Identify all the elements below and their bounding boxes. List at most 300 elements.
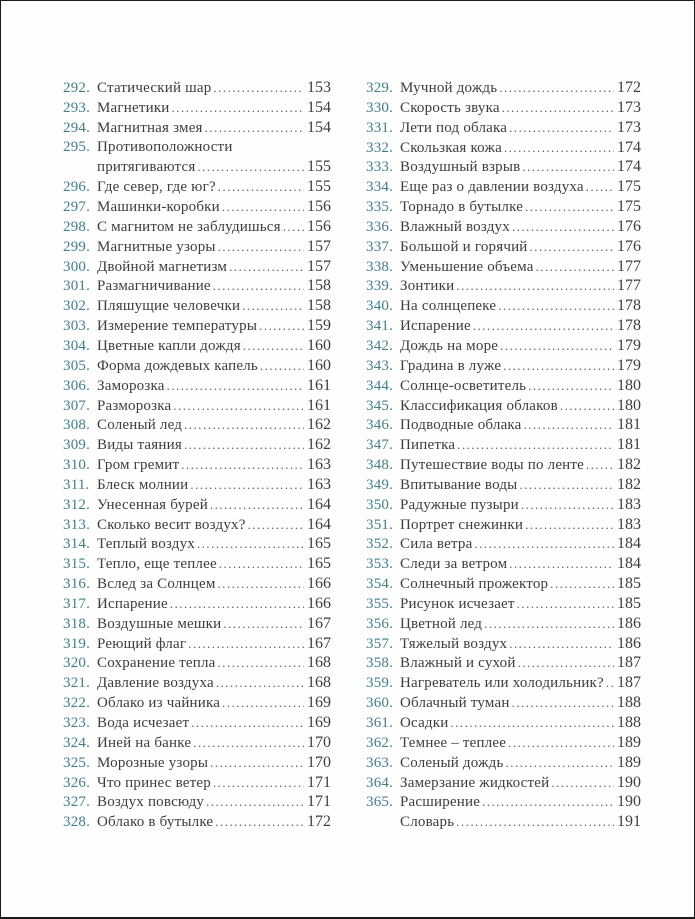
entry-number: 333.	[366, 159, 394, 176]
entry-number: 336.	[366, 218, 394, 235]
entry-page: 154	[307, 118, 331, 136]
entry-number: 322.	[63, 695, 91, 712]
entry-number: 303.	[63, 318, 91, 335]
entry-number: 304.	[63, 337, 91, 354]
entry-number: 302.	[63, 298, 91, 315]
toc-entry	[366, 376, 641, 396]
entry-page: 191	[617, 813, 641, 831]
entry-number: 351.	[366, 516, 394, 533]
entry-title: Разморозка	[97, 397, 172, 414]
entry-page: 180	[617, 376, 641, 394]
entry-page: 182	[617, 456, 641, 474]
dot-leader	[206, 793, 304, 813]
table-of-contents	[1, 1, 694, 832]
toc-entry	[63, 237, 331, 257]
toc-entry	[366, 733, 641, 753]
entry-title: Заморозка	[97, 377, 165, 394]
entry-number: 353.	[366, 556, 394, 573]
entry-number: 346.	[366, 417, 394, 434]
entry-number: 365.	[366, 794, 394, 811]
entry-title: Пипетка	[400, 437, 456, 454]
entry-page: 190	[617, 773, 641, 791]
entry-page: 165	[307, 535, 331, 553]
dot-leader	[184, 436, 304, 456]
toc-entry	[63, 495, 331, 515]
dot-leader	[586, 456, 614, 476]
dot-leader	[484, 615, 614, 635]
dot-leader	[525, 516, 614, 536]
entry-title: Теплый воздух	[97, 536, 195, 553]
entry-title: Морозные узоры	[97, 754, 209, 771]
toc-entry	[63, 792, 331, 812]
dot-leader	[530, 238, 614, 258]
entry-title: С магнитом не заблудишься	[97, 218, 281, 235]
entry-page: 165	[307, 555, 331, 573]
entry-title: Торнадо в бутылке	[400, 199, 524, 216]
entry-title: Солнце-осветитель	[400, 377, 527, 394]
dot-leader	[243, 337, 304, 357]
dot-leader	[260, 357, 304, 377]
toc-entry	[366, 435, 641, 455]
entry-number: 354.	[366, 576, 394, 593]
toc-entry	[366, 415, 641, 435]
entry-title: Размагничивание	[97, 278, 211, 295]
entry-title: Унесенная бурей	[97, 496, 208, 513]
dot-leader	[242, 297, 304, 317]
entry-page: 154	[307, 98, 331, 116]
entry-title: Облачный туман	[400, 695, 510, 712]
entry-page: 172	[617, 79, 641, 96]
dot-leader	[518, 654, 614, 674]
toc-entry	[366, 495, 641, 515]
entry-page: 180	[617, 396, 641, 414]
entry-title: Зонтики	[400, 278, 455, 295]
entry-page: 186	[617, 614, 641, 632]
dot-leader	[508, 734, 614, 754]
toc-entry	[63, 316, 331, 336]
entry-title: Темнее – теплее	[400, 734, 507, 751]
entry-page: 168	[307, 674, 331, 692]
dot-leader	[536, 258, 614, 278]
dot-leader	[170, 595, 304, 615]
entry-page: 169	[307, 694, 331, 712]
entry-title: Цветные капли дождя	[97, 337, 241, 354]
dot-leader	[521, 496, 614, 516]
entry-number: 332.	[366, 139, 394, 156]
entry-number: 348.	[366, 457, 394, 474]
toc-entry	[63, 475, 331, 495]
entry-page: 181	[617, 416, 641, 434]
entry-page: 178	[617, 317, 641, 335]
toc-entry	[63, 534, 331, 554]
dot-leader	[210, 754, 304, 774]
entry-number: 327.	[63, 794, 91, 811]
entry-title: Что принес ветер	[97, 774, 211, 791]
toc-entry	[63, 257, 331, 277]
entry-page: 163	[307, 475, 331, 493]
entry-title: Форма дождевых капель	[97, 357, 258, 374]
entry-number: 318.	[63, 615, 91, 632]
dot-leader	[482, 793, 614, 813]
entry-page: 174	[617, 138, 641, 156]
entry-number: 305.	[63, 357, 91, 374]
toc-entry	[63, 634, 331, 654]
dot-leader	[223, 615, 304, 635]
entry-title: Магнитные узоры	[97, 238, 216, 255]
entry-page: 166	[307, 594, 331, 612]
entry-title: Противоположности	[97, 138, 233, 155]
entry-title: Облако из чайника	[97, 695, 221, 712]
dot-leader	[213, 277, 304, 297]
dot-leader	[522, 158, 614, 178]
toc-entry	[63, 276, 331, 296]
entry-title: Осадки	[400, 715, 449, 731]
entry-title: Радужные пузыри	[400, 496, 519, 513]
entry-number: 358.	[366, 655, 394, 672]
entry-number: 298.	[63, 218, 91, 235]
entry-number: 362.	[366, 734, 394, 751]
toc-entry	[63, 98, 331, 118]
dot-leader	[218, 654, 304, 674]
dot-leader	[197, 158, 304, 178]
toc-entry	[63, 296, 331, 316]
toc-entry	[366, 792, 641, 812]
entry-title: Следи за ветром	[400, 556, 508, 573]
entry-number: 340.	[366, 298, 394, 315]
toc-entry	[63, 753, 331, 773]
entry-title: Испарение	[400, 318, 471, 335]
entry-number: 364.	[366, 774, 394, 791]
entry-page: 175	[617, 198, 641, 216]
dot-leader	[218, 575, 304, 595]
entry-number: 357.	[366, 635, 394, 652]
entry-number: 339.	[366, 278, 394, 295]
dot-leader	[509, 635, 614, 655]
toc-entry	[63, 197, 331, 217]
entry-number: 360.	[366, 695, 394, 712]
dot-leader	[504, 139, 614, 159]
entry-page: 156	[307, 217, 331, 235]
dot-leader	[181, 456, 304, 476]
entry-page: 170	[307, 753, 331, 771]
entry-title: Иней на банке	[97, 734, 192, 751]
toc-entry	[63, 614, 331, 634]
entry-page: 188	[617, 714, 641, 731]
entry-number: 307.	[63, 397, 91, 414]
toc-entry	[63, 138, 331, 158]
entry-page: 164	[307, 515, 331, 533]
entry-page: 161	[307, 396, 331, 414]
entry-page: 183	[617, 495, 641, 513]
dot-leader	[499, 79, 614, 99]
entry-number: 344.	[366, 377, 394, 394]
entry-number: 300.	[63, 258, 91, 275]
toc-entry	[366, 534, 641, 554]
entry-number: 331.	[366, 119, 394, 136]
entry-title: Расширение	[400, 794, 481, 811]
dot-leader	[229, 258, 304, 278]
entry-page: 185	[617, 594, 641, 612]
entry-title: Сохранение тепла	[97, 655, 216, 672]
entry-title: Рисунок исчезает	[400, 595, 515, 612]
dot-leader	[248, 516, 304, 536]
entry-title: Машинки-коробки	[97, 199, 220, 216]
entry-page: 162	[307, 416, 331, 434]
dot-leader	[215, 813, 304, 833]
entry-page: 159	[307, 317, 331, 335]
toc-entry	[63, 376, 331, 396]
entry-page: 158	[307, 297, 331, 315]
entry-number: 352.	[366, 536, 394, 553]
toc-entry	[63, 554, 331, 574]
toc-entry	[366, 554, 641, 574]
toc-entry	[366, 217, 641, 237]
entry-number: 317.	[63, 595, 91, 612]
toc-entry	[366, 78, 641, 98]
entry-number: 363.	[366, 754, 394, 771]
entry-title: Еще раз о давлении воздуха	[400, 179, 584, 196]
entry-page: 161	[307, 376, 331, 394]
entry-title: Статический шар	[97, 80, 212, 96]
entry-number: 321.	[63, 675, 91, 692]
entry-title: Тяжелый воздух	[400, 635, 508, 652]
entry-number: 316.	[63, 576, 91, 593]
entry-title: Портрет снежинки	[400, 516, 524, 533]
toc-entry	[366, 455, 641, 475]
entry-number: 311.	[63, 476, 90, 493]
entry-number: 323.	[63, 715, 91, 731]
entry-title: Давление воздуха	[97, 675, 214, 692]
entry-page: 187	[617, 674, 641, 692]
dot-leader	[474, 535, 614, 555]
entry-title: Соленый лед	[97, 417, 183, 434]
entry-number: 294.	[63, 119, 91, 136]
entry-page: 174	[617, 158, 641, 176]
dot-leader	[551, 774, 614, 794]
entry-number: 347.	[366, 437, 394, 454]
entry-page: 156	[307, 198, 331, 216]
entry-page: 164	[307, 495, 331, 513]
entry-number: 306.	[63, 377, 91, 394]
entry-title: Вслед за Солнцем	[97, 576, 216, 593]
dot-leader	[205, 119, 304, 139]
dot-leader	[519, 476, 614, 496]
entry-number: 326.	[63, 774, 91, 791]
entry-number: 299.	[63, 238, 91, 255]
toc-entry	[366, 753, 641, 773]
toc-entry	[63, 574, 331, 594]
entry-number: 338.	[366, 258, 394, 275]
dot-leader	[512, 694, 614, 714]
toc-column-left	[63, 78, 331, 832]
dot-leader	[517, 595, 614, 615]
entry-page: 153	[307, 79, 331, 96]
toc-entry	[366, 673, 641, 693]
dot-leader	[586, 178, 614, 198]
entry-title: Мучной дождь	[400, 80, 498, 96]
entry-page: 184	[617, 535, 641, 553]
dot-leader	[218, 238, 304, 258]
dot-leader	[498, 297, 614, 317]
toc-entry	[63, 812, 331, 832]
toc-entry	[366, 773, 641, 793]
dot-leader	[502, 99, 614, 119]
toc-entry	[366, 396, 641, 416]
entry-title: Испарение	[97, 595, 168, 612]
dot-leader	[456, 813, 614, 833]
toc-entry	[63, 653, 331, 673]
entry-page: 179	[617, 356, 641, 374]
entry-title: Путешествие воды по ленте	[400, 457, 585, 474]
entry-page: 167	[307, 634, 331, 652]
entry-title: Подводные облака	[400, 417, 522, 434]
toc-entry	[366, 634, 641, 654]
entry-title: Вода исчезает	[97, 715, 190, 731]
dot-leader	[500, 337, 614, 357]
entry-page: 179	[617, 336, 641, 354]
toc-entry	[366, 594, 641, 614]
entry-title: Соленый дождь	[400, 754, 504, 771]
entry-page: 167	[307, 614, 331, 632]
dot-leader	[191, 714, 304, 734]
entry-number: 313.	[63, 516, 91, 533]
dot-leader	[528, 377, 614, 397]
dot-leader	[219, 555, 304, 575]
toc-entry	[366, 177, 641, 197]
entry-number: 324.	[63, 734, 91, 751]
entry-title: Где север, где юг?	[97, 179, 216, 196]
entry-title: Цветной лед	[400, 615, 483, 632]
entry-page: 184	[617, 555, 641, 573]
entry-page: 157	[307, 237, 331, 255]
entry-page: 177	[617, 257, 641, 275]
entry-number: 334.	[366, 179, 394, 196]
entry-title: Скользкая кожа	[400, 139, 502, 156]
dot-leader	[216, 674, 304, 694]
dot-leader	[457, 436, 614, 456]
toc-entry	[366, 693, 641, 713]
entry-number: 301.	[63, 278, 91, 295]
entry-page: 181	[617, 436, 641, 454]
entry-number: 314.	[63, 536, 91, 553]
entry-page: 171	[307, 773, 331, 791]
entry-title: Магнетики	[97, 99, 170, 116]
entry-title: Солнечный прожектор	[400, 576, 549, 593]
toc-entry	[366, 257, 641, 277]
entry-page: 169	[307, 714, 331, 731]
dot-leader	[512, 218, 614, 238]
entry-page: 170	[307, 733, 331, 751]
entry-page: 173	[617, 98, 641, 116]
entry-title: Уменьшение объема	[400, 258, 534, 275]
entry-page: 162	[307, 436, 331, 454]
entry-number: 315.	[63, 556, 91, 573]
entry-title: Измерение температуры	[97, 318, 258, 335]
entry-title: Виды таяния	[97, 437, 182, 454]
toc-entry	[366, 336, 641, 356]
entry-page: 182	[617, 475, 641, 493]
dot-leader	[210, 496, 304, 516]
entry-title: Лети под облака	[400, 119, 508, 136]
dot-leader	[222, 694, 304, 714]
dot-leader	[213, 774, 304, 794]
toc-entry	[63, 157, 331, 177]
toc-entry	[63, 673, 331, 693]
entry-page: 189	[617, 733, 641, 751]
entry-title: Реющий флаг	[97, 635, 187, 652]
dot-leader	[197, 535, 304, 555]
entry-title: Воздушный взрыв	[400, 159, 521, 176]
dot-leader	[560, 397, 614, 417]
entry-title: Двойной магнетизм	[97, 258, 228, 275]
entry-number: 312.	[63, 496, 91, 513]
entry-page: 157	[307, 257, 331, 275]
dot-leader	[218, 178, 304, 198]
toc-entry	[63, 693, 331, 713]
entry-page: 160	[307, 336, 331, 354]
dot-leader	[172, 99, 304, 119]
entry-page: 158	[307, 277, 331, 295]
toc-entry	[63, 594, 331, 614]
entry-page: 155	[307, 158, 331, 176]
entry-number: 359.	[366, 675, 394, 692]
toc-entry	[63, 733, 331, 753]
toc-entry	[63, 336, 331, 356]
toc-entry	[366, 296, 641, 316]
toc-entry	[366, 653, 641, 673]
toc-entry	[63, 78, 331, 98]
entry-number: 350.	[366, 496, 394, 513]
toc-entry	[63, 515, 331, 535]
entry-page: 186	[617, 634, 641, 652]
toc-entry	[366, 316, 641, 336]
entry-page: 176	[617, 237, 641, 255]
entry-number: 310.	[63, 457, 91, 474]
entry-number: 328.	[63, 814, 91, 831]
entry-page: 176	[617, 217, 641, 235]
entry-page: 155	[307, 178, 331, 196]
dot-leader	[184, 416, 304, 436]
entry-title: Замерзание жидкостей	[400, 774, 550, 791]
entry-title: Скорость звука	[400, 99, 500, 116]
entry-title: Тепло, еще теплее	[97, 556, 217, 573]
toc-entry	[63, 118, 331, 138]
entry-page: 171	[307, 793, 331, 811]
entry-title: Впитывание воды	[400, 476, 518, 493]
entry-page: 188	[617, 694, 641, 712]
toc-entry	[366, 812, 641, 832]
entry-number: 292.	[63, 80, 91, 96]
entry-page: 185	[617, 575, 641, 593]
dot-leader	[213, 79, 304, 99]
entry-page: 187	[617, 654, 641, 672]
entry-page: 172	[307, 813, 331, 831]
entry-number: 320.	[63, 655, 91, 672]
dot-leader	[193, 734, 304, 754]
entry-title: Влажный и сухой	[400, 655, 516, 672]
toc-entry	[366, 515, 641, 535]
entry-title: Градина в луже	[400, 357, 502, 374]
entry-number: 335.	[366, 199, 394, 216]
entry-page: 183	[617, 515, 641, 533]
toc-entry	[366, 713, 641, 733]
entry-number: 343.	[366, 357, 394, 374]
toc-entry	[63, 356, 331, 376]
toc-entry	[366, 138, 641, 158]
dot-leader	[188, 635, 304, 655]
entry-number: 319.	[63, 635, 91, 652]
toc-entry	[366, 574, 641, 594]
